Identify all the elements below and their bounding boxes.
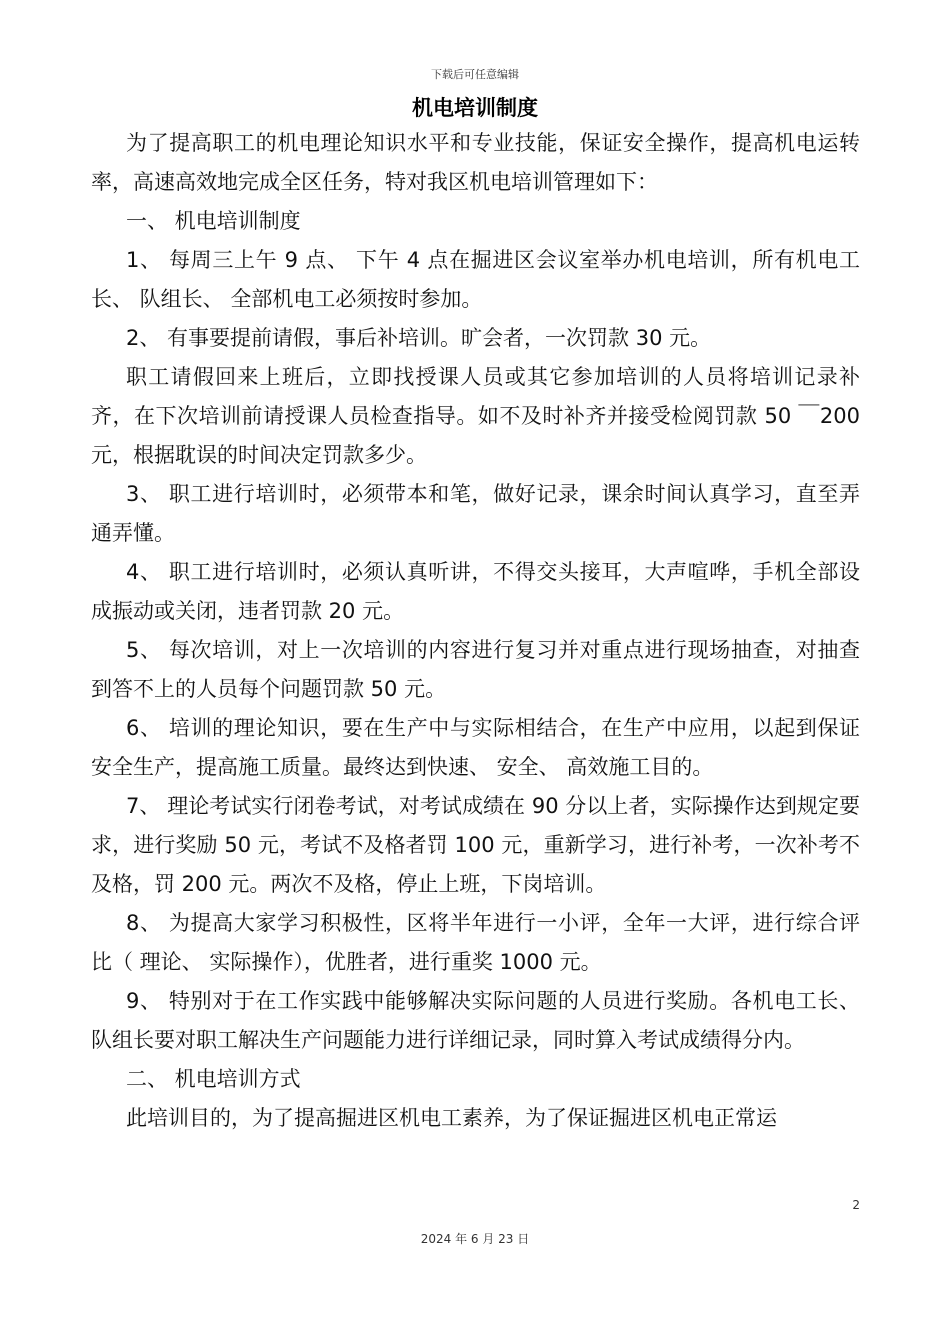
rule-item-9: 9、 特别对于在工作实践中能够解决实际问题的人员进行奖励。各机电工长、 队组长要对职工解决生产问题能力进行详细记录，同时算入考试成绩得分内。 [91, 989, 860, 1052]
intro-paragraph: 为了提高职工的机电理论知识水平和专业技能，保证安全操作，提高机电运转率，高速高效地完成全区任务，特对我区机电培训管理如下： [91, 131, 860, 194]
document-title: 机电培训制度 [412, 96, 538, 120]
page-number: 2 [852, 1198, 860, 1212]
rule-item-8: 8、 为提高大家学习积极性，区将半年进行一小评，全年一大评，进行综合评比（ 理论、 实际操作），优胜者，进行重奖 1000 元。 [91, 911, 860, 974]
rule-item-2-note: 职工请假回来上班后，立即找授课人员或其它参加培训的人员将培训记录补齐，在下次培训前请授课人员检查指导。如不及时补齐并接受检阅罚款 50 ￣200 元，根据耽误的时间决定罚款多少。 [91, 365, 860, 467]
rule-item-3: 3、 职工进行培训时，必须带本和笔，做好记录，课余时间认真学习，直至弄通弄懂。 [91, 482, 860, 545]
rule-item-4: 4、 职工进行培训时，必须认真听讲，不得交头接耳，大声喧哗，手机全部设成振动或关闭，违者罚款 20 元。 [91, 560, 860, 623]
rule-item-5: 5、 每次培训，对上一次培训的内容进行复习并对重点进行现场抽查，对抽查到答不上的人员每个问题罚款 50 元。 [91, 638, 860, 701]
footer-date: 2024 年 6 月 23 日 [420, 1232, 530, 1246]
section-heading-1: 一、 机电培训制度 [126, 209, 301, 233]
rule-item-7: 7、 理论考试实行闭卷考试，对考试成绩在 90 分以上者，实际操作达到规定要求，进行奖励 50 元，考试不及格者罚 100 元，重新学习，进行补考，一次补考不及格，罚 200 元。两次不及格，停止上班，下岗培训。 [91, 794, 860, 896]
rule-item-2: 2、 有事要提前请假，事后补培训。旷会者，一次罚款 30 元。 [126, 326, 712, 350]
header-note: 下载后可任意编辑 [431, 68, 519, 81]
rule-item-1: 1、 每周三上午 9 点、 下午 4 点在掘进区会议室举办机电培训，所有机电工长、 队组长、 全部机电工必须按时参加。 [91, 248, 860, 311]
section-heading-2: 二、 机电培训方式 [126, 1067, 301, 1091]
document-body [91, 124, 860, 1138]
section-2-paragraph: 此培训目的，为了提高掘进区机电工素养，为了保证掘进区机电正常运 [126, 1106, 777, 1130]
rule-item-6: 6、 培训的理论知识，要在生产中与实际相结合，在生产中应用，以起到保证安全生产，提高施工质量。最终达到快速、 安全、 高效施工目的。 [91, 716, 860, 779]
